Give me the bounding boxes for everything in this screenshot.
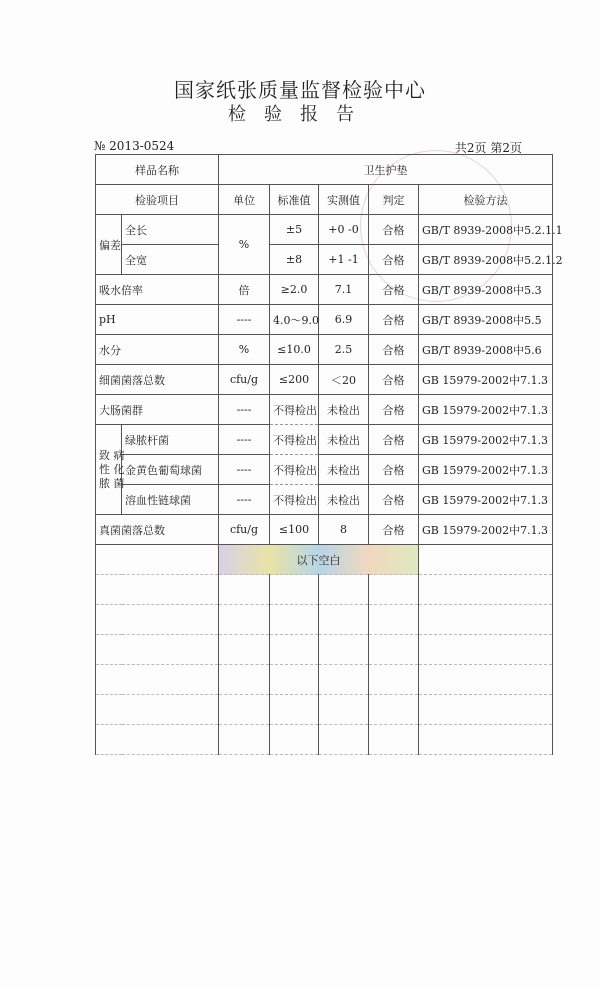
judgement-cell: 合格 bbox=[369, 365, 419, 395]
table-row bbox=[96, 425, 553, 455]
sample-row bbox=[96, 155, 553, 185]
standard-cell: 不得检出 bbox=[270, 395, 319, 425]
group-pathogens bbox=[96, 425, 125, 515]
judgement-cell: 合格 bbox=[369, 275, 419, 305]
standard-cell: ≤100 bbox=[270, 515, 319, 545]
standard-cell: 不得检出 bbox=[270, 485, 319, 515]
unit-cell: % bbox=[219, 335, 270, 365]
standard-cell: 4.0～9.0 bbox=[270, 305, 319, 335]
method-cell: GB/T 8939-2008中5.2.1.1 bbox=[419, 215, 553, 245]
item-name: 吸水倍率 bbox=[96, 275, 219, 305]
blank-row bbox=[96, 695, 553, 725]
blank-row bbox=[96, 665, 553, 695]
group-deviation: 偏差 bbox=[96, 215, 122, 275]
footer-row bbox=[96, 545, 553, 575]
blank-cell bbox=[419, 545, 553, 575]
judgement-cell: 合格 bbox=[369, 305, 419, 335]
method-cell: GB 15979-2002中7.1.3 bbox=[419, 395, 553, 425]
group-pathogens-line: 脓 菌 bbox=[99, 476, 125, 490]
table-row bbox=[96, 275, 553, 305]
method-cell: GB/T 8939-2008中5.2.1.2 bbox=[419, 245, 553, 275]
sample-name: 卫生护垫 bbox=[219, 155, 553, 185]
measured-cell: 未检出 bbox=[319, 455, 369, 485]
method-cell: GB 15979-2002中7.1.3 bbox=[419, 365, 553, 395]
measured-cell: +0 -0 bbox=[319, 215, 369, 245]
method-cell: GB 15979-2002中7.1.3 bbox=[419, 485, 553, 515]
measured-cell: 未检出 bbox=[319, 425, 369, 455]
report-number: № 2013-0524 bbox=[94, 139, 175, 153]
item-name: 细菌菌落总数 bbox=[96, 365, 219, 395]
measured-cell: ＜20 bbox=[319, 365, 369, 395]
table-row bbox=[96, 245, 553, 275]
table-row bbox=[96, 365, 553, 395]
unit-cell: ---- bbox=[219, 305, 270, 335]
table-row bbox=[96, 485, 553, 515]
item-name: 真菌菌落总数 bbox=[96, 515, 219, 545]
item-name: 全宽 bbox=[122, 245, 219, 275]
item-name: 溶血性链球菌 bbox=[122, 485, 219, 515]
judgement-cell: 合格 bbox=[369, 515, 419, 545]
sample-label: 样品名称 bbox=[96, 155, 219, 185]
standard-cell: 不得检出 bbox=[270, 455, 319, 485]
method-cell: GB/T 8939-2008中5.5 bbox=[419, 305, 553, 335]
org-title: 国家纸张质量监督检验中心 bbox=[174, 78, 426, 102]
measured-cell: +1 -1 bbox=[319, 245, 369, 275]
standard-cell: ±5 bbox=[270, 215, 319, 245]
measured-cell: 6.9 bbox=[319, 305, 369, 335]
method-cell: GB/T 8939-2008中5.3 bbox=[419, 275, 553, 305]
table-row bbox=[96, 455, 553, 485]
header-row bbox=[96, 185, 553, 215]
method-cell: GB 15979-2002中7.1.3 bbox=[419, 515, 553, 545]
judgement-cell: 合格 bbox=[369, 335, 419, 365]
measured-cell: 8 bbox=[319, 515, 369, 545]
col-method: 检验方法 bbox=[419, 185, 553, 215]
judgement-cell: 合格 bbox=[369, 455, 419, 485]
blank-row bbox=[96, 575, 553, 605]
table-row bbox=[96, 395, 553, 425]
blank-cell bbox=[96, 545, 219, 575]
judgement-cell: 合格 bbox=[369, 395, 419, 425]
unit-cell: cfu/g bbox=[219, 515, 270, 545]
table-row bbox=[96, 305, 553, 335]
standard-cell: ±8 bbox=[270, 245, 319, 275]
standard-cell: ≤10.0 bbox=[270, 335, 319, 365]
item-name: 金黄色葡萄球菌 bbox=[122, 455, 219, 485]
item-name: 水分 bbox=[96, 335, 219, 365]
method-cell: GB 15979-2002中7.1.3 bbox=[419, 455, 553, 485]
unit-cell: ---- bbox=[219, 395, 270, 425]
unit-cell: 倍 bbox=[219, 275, 270, 305]
unit-cell: % bbox=[219, 215, 270, 275]
item-name: pH bbox=[96, 305, 219, 335]
group-pathogens-line: 致 病 bbox=[99, 448, 125, 462]
unit-cell: ---- bbox=[219, 455, 270, 485]
report-title: 检验报告 bbox=[228, 104, 372, 125]
standard-cell: ≥2.0 bbox=[270, 275, 319, 305]
judgement-cell: 合格 bbox=[369, 215, 419, 245]
item-name: 绿脓杆菌 bbox=[122, 425, 219, 455]
col-measured: 实测值 bbox=[319, 185, 369, 215]
measured-cell: 未检出 bbox=[319, 485, 369, 515]
blank-row bbox=[96, 635, 553, 665]
standard-cell: 不得检出 bbox=[270, 425, 319, 455]
method-cell: GB 15979-2002中7.1.3 bbox=[419, 425, 553, 455]
end-of-report-banner: 以下空白 bbox=[219, 545, 419, 575]
measured-cell: 7.1 bbox=[319, 275, 369, 305]
measured-cell: 未检出 bbox=[319, 395, 369, 425]
table-row bbox=[96, 515, 553, 545]
standard-cell: ≤200 bbox=[270, 365, 319, 395]
unit-cell: cfu/g bbox=[219, 365, 270, 395]
col-standard: 标准值 bbox=[270, 185, 319, 215]
judgement-cell: 合格 bbox=[369, 485, 419, 515]
judgement-cell: 合格 bbox=[369, 245, 419, 275]
col-item: 检验项目 bbox=[96, 185, 219, 215]
blank-row bbox=[96, 605, 553, 635]
item-name: 大肠菌群 bbox=[96, 395, 219, 425]
col-judgement: 判定 bbox=[369, 185, 419, 215]
measured-cell: 2.5 bbox=[319, 335, 369, 365]
col-unit: 单位 bbox=[219, 185, 270, 215]
unit-cell: ---- bbox=[219, 485, 270, 515]
page-count: 共2页 第2页 bbox=[454, 141, 522, 155]
unit-cell: ---- bbox=[219, 425, 270, 455]
judgement-cell: 合格 bbox=[369, 425, 419, 455]
table-row bbox=[96, 215, 553, 245]
group-pathogens-line: 性 化 bbox=[99, 462, 125, 476]
method-cell: GB/T 8939-2008中5.6 bbox=[419, 335, 553, 365]
inspection-table bbox=[95, 154, 563, 755]
blank-row bbox=[96, 725, 553, 755]
item-name: 全长 bbox=[122, 215, 219, 245]
table-row bbox=[96, 335, 553, 365]
